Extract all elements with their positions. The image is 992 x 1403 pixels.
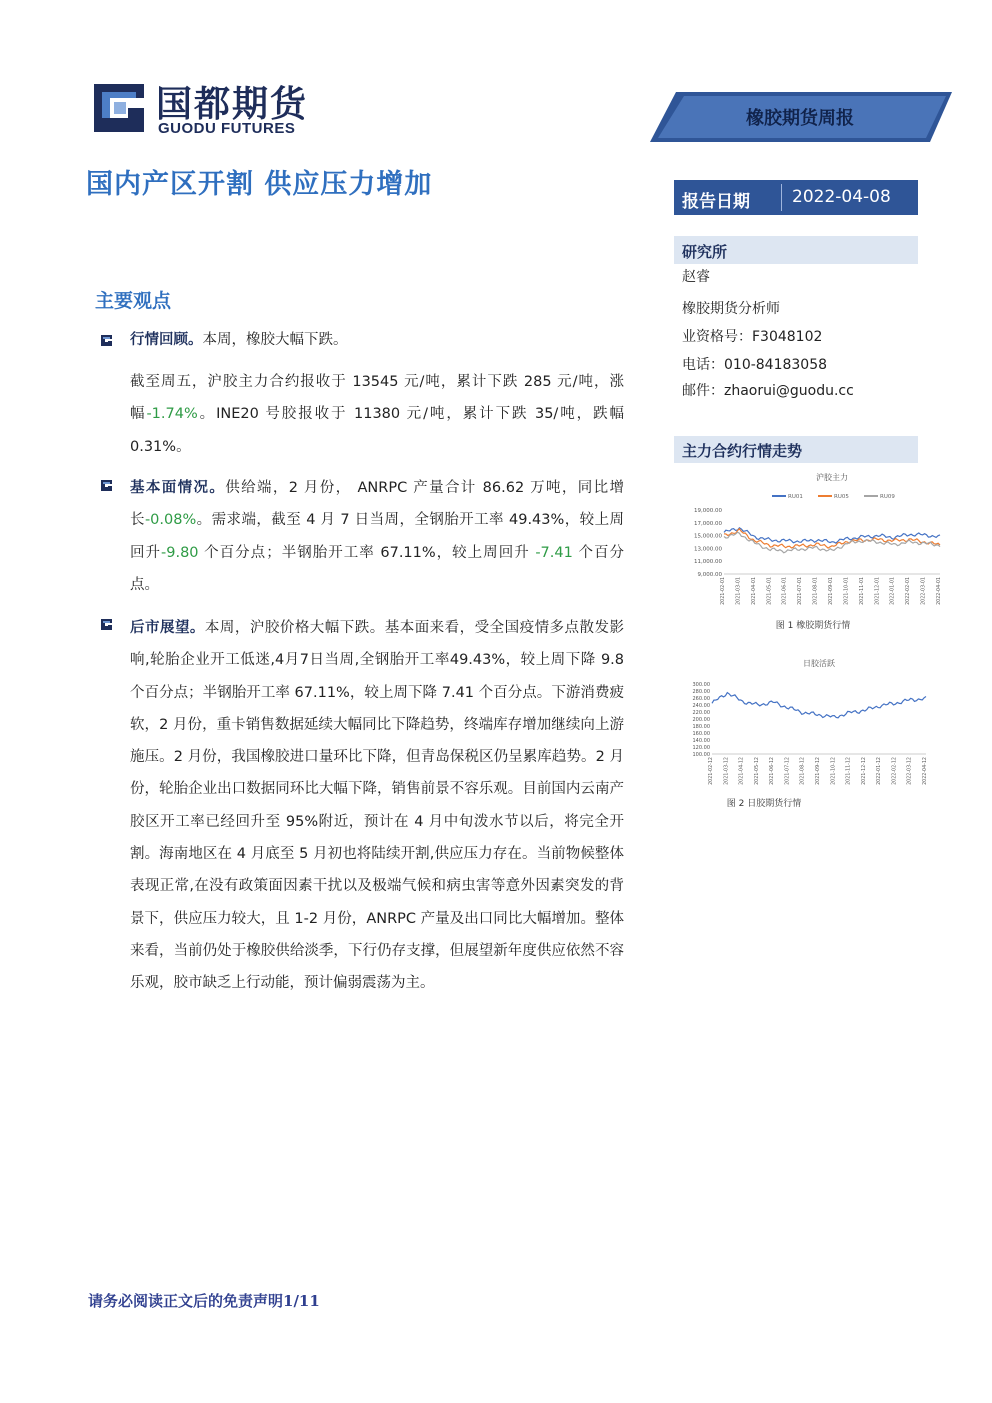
logo-text-en: GUODU FUTURES — [158, 120, 296, 137]
fundamentals-text-2: 。需求端，截至 4 月 7 日当周，全钢胎开工率 49.43%，较上周回升 — [130, 512, 624, 561]
y-tick-label: 300.00 — [692, 682, 710, 688]
x-tick-label: 2021-09-12 — [816, 757, 821, 785]
outlook-body: 本周，沪胶价格大幅下跌。基本面来看，受全国疫情多点散发影响,轮胎企业开工低迷,4月7日当周,全钢胎开工率49.43%，较上周下降 9.8 个百分点；半钢胎开工率 67.11%，较上周下降 7.41 个百分点。下游消费疲软，2 月份，重卡销售数据延续大幅同比下降趋势，终端库存增加继续向上游施压。2 月份，我国橡胶进口量环比下降，但青岛保税区仍呈累库趋势。2 月份，轮胎企业出口数据同环比大幅下降，销售前景不容乐观。目前国内云南产胶区开工率已经回升至 95%附近，预计在 4 月中旬泼水节以后，将完全开割。海南地区在 4 月底至 5 月初也将陆续开割,供应压力存在。当前物候整体表现正常,在没有政策面因素干扰以及极端气候和病虫害等意外因素突发的背景下，供应压力较大，且 1-2 月份，ANRPC 产量及出口同比大幅增加。整体来看，当前仍处于橡胶供给淡季，下行仍存支撑，但展望新年度供应依然不容乐观，胶市缺乏上行动能，预计偏弱震荡为主。 — [130, 620, 624, 992]
y-tick-label: 220.00 — [692, 710, 710, 716]
y-tick-label: 200.00 — [692, 717, 710, 723]
y-tick-label: 140.00 — [692, 738, 710, 744]
report-type-label: 橡胶期货周报 — [746, 108, 854, 129]
y-tick-label: 160.00 — [692, 731, 710, 737]
x-tick-label: 2021-08-01 — [813, 577, 819, 605]
x-tick-label: 2022-01-12 — [877, 757, 883, 785]
paragraph-market-review-lead — [130, 324, 624, 356]
x-tick-label: 2021-09-01 — [829, 577, 834, 605]
x-tick-label: 2022-04-12 — [923, 757, 928, 785]
page-title: 国内产区开割 供应压力增加 — [86, 169, 433, 200]
paragraph-fundamentals — [130, 472, 624, 601]
x-tick-label: 2021-11-01 — [859, 577, 865, 605]
paragraph-outlook — [130, 612, 624, 1000]
fundamentals-text-1: 供给端，2 月份， ANRPC 产量合计 86.62 万吨，同比增长 — [130, 480, 625, 529]
analyst-role: 橡胶期货分析师 — [682, 301, 780, 317]
x-tick-label: 2021-05-01 — [767, 577, 773, 605]
y-tick-label: 240.00 — [692, 703, 710, 709]
x-tick-label: 2021-06-12 — [770, 757, 776, 785]
logo-mark-icon — [88, 78, 150, 138]
analyst-email: 邮件：zhaorui@guodu.cc — [682, 383, 854, 399]
x-tick-label: 2021-08-12 — [800, 757, 806, 785]
fundamentals-change-1: -0.08% — [144, 512, 197, 529]
chart1-caption: 图 1 橡胶期货行情 — [775, 621, 851, 631]
x-tick-label: 2021-03-12 — [724, 757, 730, 785]
market-review-change: -1.74% — [146, 406, 198, 423]
x-tick-label: 2021-12-01 — [875, 577, 881, 605]
market-review-text-b: 。INE20 号胶报收于 11380 元/吨，累计下跌 35/吨，跌幅 0.31%。 — [130, 406, 625, 455]
fundamentals-text-4: 个百分点。 — [130, 544, 624, 593]
legend-label-ru01: RU01 — [788, 494, 803, 500]
y-tick-label: 280.00 — [692, 689, 710, 695]
fundamentals-text-3: 个百分点；半钢胎开工率 67.11%，较上周回升 — [198, 544, 536, 561]
x-tick-label: 2022-03-01 — [921, 577, 927, 605]
x-tick-label: 2022-01-01 — [890, 577, 896, 605]
x-tick-label: 2021-10-12 — [831, 757, 837, 785]
y-tick-label: 17,000.00 — [694, 520, 722, 527]
section-heading-main-views: 主要观点 — [95, 290, 172, 312]
x-tick-label: 2021-10-01 — [844, 577, 850, 605]
x-tick-label: 2021-06-01 — [782, 577, 788, 605]
report-date-divider — [781, 184, 782, 211]
x-tick-label: 2021-03-01 — [736, 577, 742, 605]
trend-header: 主力合约行情走势 — [682, 442, 803, 460]
institute-header: 研究所 — [682, 243, 728, 261]
y-tick-label: 120.00 — [692, 745, 710, 751]
fundamentals-heading: 基本面情况。 — [130, 480, 226, 496]
x-tick-label: 2021-07-01 — [798, 577, 804, 605]
legend-label-ru09: RU09 — [880, 494, 895, 500]
logo-text-cn: 国都期货 — [156, 84, 309, 125]
market-review-text-a: 截至周五，沪胶主力合约报收于 13545 元/吨，累计下跌 285 元/吨，涨幅 — [130, 374, 624, 423]
y-tick-label: 11,000.00 — [694, 559, 722, 566]
y-tick-label: 13,000.00 — [694, 546, 722, 553]
x-tick-label: 2022-03-12 — [907, 757, 913, 785]
x-tick-label: 2021-11-12 — [846, 757, 852, 785]
fundamentals-change-3: -7.41 — [535, 544, 573, 561]
analyst-phone: 电话：010-84183058 — [682, 357, 828, 373]
analyst-name: 赵睿 — [682, 269, 710, 285]
y-tick-label: 180.00 — [692, 724, 710, 730]
paragraph-market-review-detail — [130, 366, 624, 463]
x-tick-label: 2021-12-12 — [861, 757, 867, 785]
chart-title: 日胶活跃 — [803, 659, 835, 668]
legend-label-ru05: RU05 — [834, 494, 849, 500]
x-tick-label: 2021-04-12 — [739, 757, 745, 785]
y-tick-label: 260.00 — [692, 696, 710, 702]
report-date-label: 报告日期 — [682, 192, 750, 212]
outlook-heading: 后市展望。 — [130, 620, 205, 636]
x-tick-label: 2021-02-12 — [709, 757, 714, 785]
bullet-icon — [99, 617, 114, 632]
series-line-main — [712, 693, 926, 718]
y-tick-label: 19,000.00 — [694, 508, 722, 514]
chart-tocom-rubber — [684, 654, 942, 794]
x-tick-label: 2022-02-12 — [892, 757, 898, 785]
y-tick-label: 9,000.00 — [697, 572, 722, 578]
market-review-heading: 行情回顾。 — [130, 332, 203, 348]
x-tick-label: 2022-02-01 — [906, 577, 912, 605]
x-tick-label: 2022-04-01 — [937, 577, 942, 605]
report-date-value: 2022-04-08 — [792, 187, 891, 207]
x-tick-label: 2021-07-12 — [785, 757, 791, 785]
x-tick-label: 2021-04-01 — [751, 577, 757, 605]
market-review-lead: 本周，橡胶大幅下跌。 — [202, 332, 348, 348]
x-tick-label: 2021-05-12 — [754, 757, 760, 785]
chart-title: 沪胶主力 — [816, 473, 848, 482]
chart2-caption: 图 2 日胶期货行情 — [726, 799, 802, 809]
company-logo — [88, 76, 338, 142]
y-tick-label: 15,000.00 — [694, 533, 722, 540]
footer-disclaimer: 请务必阅读正文后的免责声明1/11 — [88, 1292, 320, 1310]
analyst-license: 业资格号：F3048102 — [682, 329, 823, 345]
y-tick-label: 100.00 — [692, 752, 710, 758]
x-tick-label: 2021-02-01 — [721, 577, 726, 605]
bullet-icon — [99, 333, 114, 348]
bullet-icon — [99, 478, 114, 493]
fundamentals-change-2: -9.80 — [161, 544, 199, 561]
